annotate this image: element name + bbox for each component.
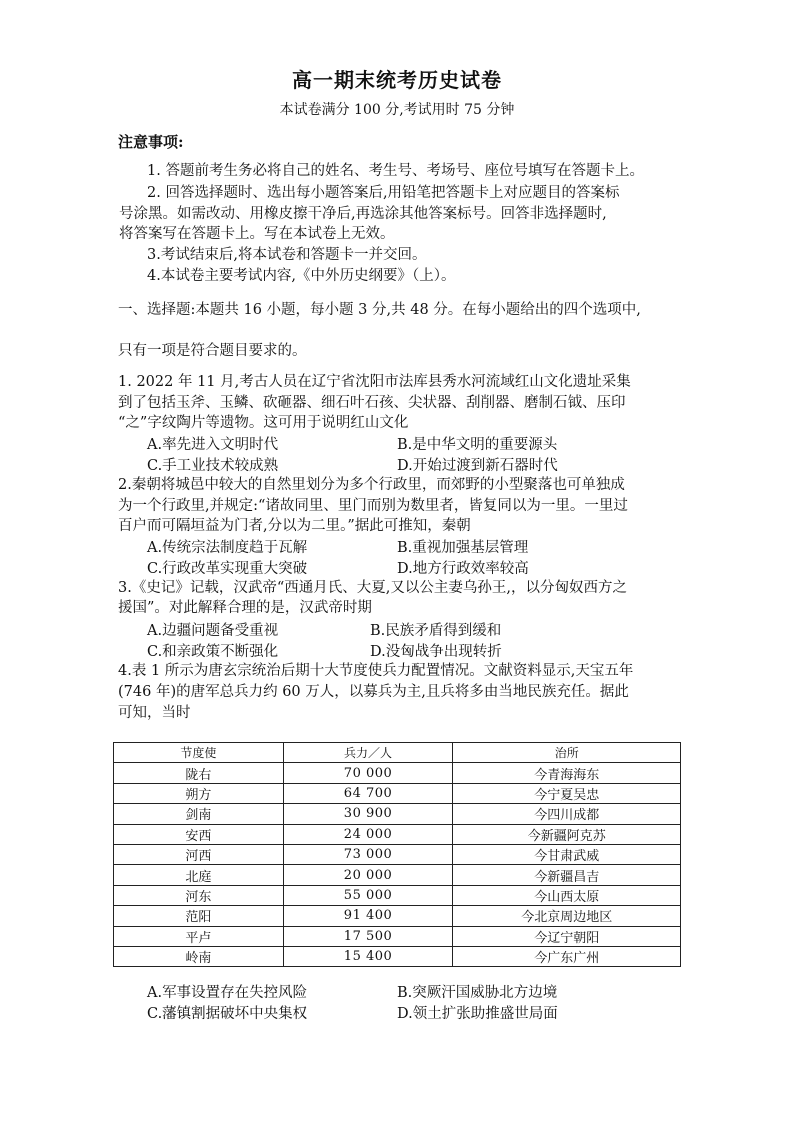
q2-option-d: D.地方行政效率较高 [397,561,529,577]
table-row [114,824,681,844]
notice-heading: 注意事项: [118,133,184,151]
exam-subtitle: 本试卷满分 100 分,考试用时 75 分钟 [279,102,515,118]
q1-stem-line: 到了包括玉斧、玉鳞、砍砸器、细石叶石孩、尖状器、刮削器、磨制石钺、压印 [118,395,626,411]
section-heading: 一、选择题:本题共 16 小题，每小题 3 分,共 48 分。在每小题给出的四个选项中, [118,302,641,318]
table-cell: 范阳 [114,906,284,926]
notice-line: 4.本试卷主要考试内容,《中外历史纲要》（上）。 [147,268,456,284]
table-cell: 20 000 [283,865,453,885]
table-row [114,804,681,824]
q2-stem-line: 2.秦朝将城邑中较大的自然里划分为多个行政里，而郊野的小型聚落也可单独成 [118,477,625,493]
table-row [114,783,681,803]
table-cell: 北庭 [114,865,284,885]
table-row [114,844,681,864]
q4-stem-line: 可知，当时 [118,705,191,721]
q2-stem-line: 百户而可隔垣益为门者,分以为二里。”据此可推知，秦朝 [118,518,471,534]
q4-stem-line: (746 年)的唐军总兵力约 60 万人，以募兵为主,且兵将多由当地民族充任。据此 [118,684,629,700]
q1-option-d: D.开始过渡到新石器时代 [397,458,558,474]
q4-option-b: B.突厥汗国威胁北方边境 [397,985,558,1001]
table-cell: 河西 [114,844,284,864]
q1-option-c: C.手工业技术较成熟 [147,458,279,474]
table-cell: 17 500 [283,926,453,946]
table-header-cell: 兵力／人 [283,743,453,763]
q3-stem-line: 3.《史记》记载，汉武帝“西通月氏、大夏,又以公主妻乌孙王,，以分匈奴西方之 [118,580,627,596]
notice-line: 将答案写在答题卡上。写在本试卷上无效。 [119,226,395,242]
table-cell: 今北京周边地区 [453,906,681,926]
q3-option-b: B.民族矛盾得到缓和 [370,623,502,639]
table-cell: 今广东广州 [453,946,681,966]
table-cell: 今四川成都 [453,804,681,824]
table-cell: 今甘肃武威 [453,844,681,864]
table-row [114,926,681,946]
table-cell: 70 000 [283,763,453,783]
table-cell: 64 700 [283,783,453,803]
table-cell: 河东 [114,885,284,905]
table-row [114,946,681,966]
table-header-cell: 治所 [453,743,681,763]
table-cell: 今新疆昌吉 [453,865,681,885]
q2-option-c: C.行政改革实现重大突破 [147,561,308,577]
notice-line: 1. 答题前考生务必将自己的姓名、考生号、考场号、座位号填写在答题卡上。 [147,163,644,179]
table-row [114,865,681,885]
troop-table [113,742,681,967]
q3-option-c: C.和亲政策不断强化 [147,644,279,660]
table-cell: 15 400 [283,946,453,966]
q2-stem-line: 为一个行政里,并规定:“诸故同里、里门而别为数里者，皆复同以为一里。一里过 [118,498,628,514]
exam-title: 高一期末统考历史试卷 [292,68,502,92]
q2-option-b: B.重视加强基层管理 [397,540,529,556]
section-heading-cont: 只有一项是符合题目要求的。 [118,343,307,359]
table-cell: 24 000 [283,824,453,844]
q4-option-d: D.领土扩张助推盛世局面 [397,1006,558,1022]
q4-option-a: A.军事设置存在失控风险 [147,985,308,1001]
table-cell: 今青海海东 [453,763,681,783]
table-header-cell: 节度使 [114,743,284,763]
table-cell: 平卢 [114,926,284,946]
q2-option-a: A.传统宗法制度趋于瓦解 [147,540,308,556]
notice-line: 3.考试结束后,将本试卷和答题卡一并交回。 [147,247,427,263]
q3-stem-line: 援国”。对此解释合理的是，汉武帝时期 [118,600,372,616]
table-row [114,885,681,905]
table-cell: 今新疆阿克苏 [453,824,681,844]
table-row [114,906,681,926]
table-cell: 今山西太原 [453,885,681,905]
q1-option-b: B.是中华文明的重要源头 [397,437,558,453]
table-cell: 岭南 [114,946,284,966]
table-cell: 91 400 [283,906,453,926]
table-cell: 安西 [114,824,284,844]
q4-stem-line: 4.表 1 所示为唐玄宗统治后期十大节度使兵力配置情况。文献资料显示,天宝五年 [118,663,634,679]
table-cell: 55 000 [283,885,453,905]
table-cell: 朔方 [114,783,284,803]
notice-line: 号涂黑。如需改动、用橡皮擦干净后,再选涂其他答案标号。回答非选择题时, [119,206,607,222]
q4-option-c: C.藩镇割据破坏中央集权 [147,1006,308,1022]
q3-option-d: D.没匈战争出现转折 [370,644,502,660]
q3-option-a: A.边疆问题备受重视 [147,623,279,639]
table-cell: 陇右 [114,763,284,783]
table-row [114,763,681,783]
table-cell: 30 900 [283,804,453,824]
table-header-row [114,743,681,763]
q1-stem-line: 1. 2022 年 11 月,考古人员在辽宁省沈阳市法库县秀水河流域红山文化遗址采集 [118,374,631,390]
table-cell: 今辽宁朝阳 [453,926,681,946]
table-cell: 剑南 [114,804,284,824]
table-cell: 今宁夏吴忠 [453,783,681,803]
table-cell: 73 000 [283,844,453,864]
notice-line: 2. 回答选择题时、选出每小题答案后,用铅笔把答题卡上对应题目的答案标 [147,185,620,201]
q1-option-a: A.率先进入文明时代 [147,437,279,453]
q1-stem-line: “之”字纹陶片等遗物。这可用于说明红山文化 [118,415,409,431]
